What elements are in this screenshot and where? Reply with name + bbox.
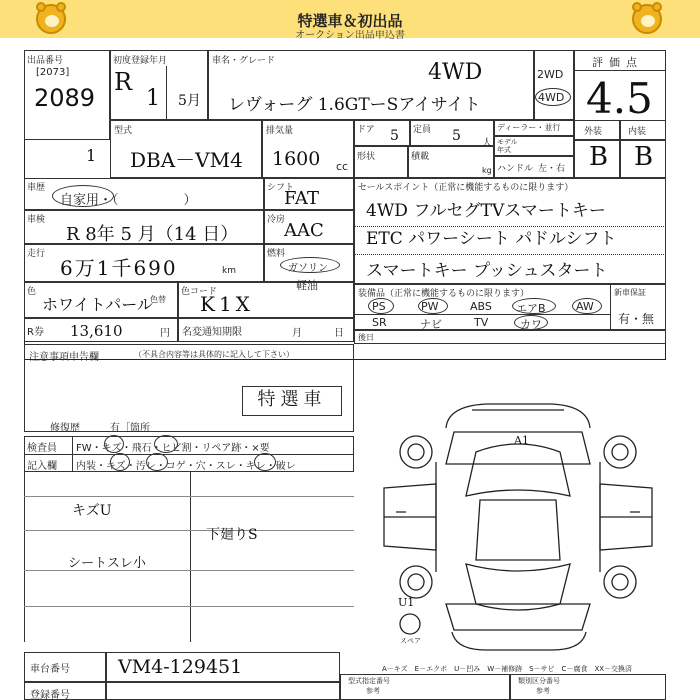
fuel-option-diesel: 軽油: [296, 279, 318, 292]
color-code-label: 色コード: [181, 287, 218, 297]
load-label: 積載: [411, 152, 430, 162]
drive-4wd: 4WD: [538, 91, 565, 104]
capacity-unit: 人: [482, 138, 492, 149]
shift-value: FAT: [284, 188, 319, 209]
load-unit: kg: [482, 166, 492, 175]
rating-score: 4.5: [586, 74, 653, 123]
model-prefix: 1: [86, 146, 97, 165]
drive-2wd: 2WD: [537, 68, 564, 81]
chassis-label: 車台番号: [30, 664, 70, 675]
repair-value: 有［箇所: [110, 423, 150, 434]
aircon-label: 冷房: [267, 215, 286, 225]
repair-label: 修復歴: [50, 423, 80, 434]
doors-value: 5: [390, 128, 399, 144]
registration-month: 5月: [178, 93, 201, 109]
car-drive-handwritten: 4WD: [428, 60, 483, 85]
displacement-value: 1600: [272, 148, 321, 170]
footer-ref-1: 参考: [366, 687, 380, 695]
sales-points-label: セールスポイント（正常に機能するものに限ります）: [358, 183, 574, 193]
mileage-value: 6万1千690: [60, 256, 178, 280]
mileage-unit: km: [222, 266, 236, 276]
doors-label: ドア: [357, 125, 375, 135]
check-row1-label: 検査員: [27, 443, 57, 454]
shape-label: 形状: [357, 152, 376, 162]
new-warranty-label: 新車保証: [614, 288, 646, 297]
handle-options: 左・右: [538, 164, 566, 174]
sales-point-line-3: スマートキー プッシュスタート: [366, 261, 608, 281]
handle-label: ハンドル: [497, 164, 534, 174]
owner-label: 後日: [358, 333, 374, 342]
footer-label: 登録番号: [30, 690, 70, 700]
name-change-day: 日: [334, 328, 344, 339]
fuel-option-gasoline: ガソリン: [288, 263, 328, 274]
inspector-note-2: シートスレ小: [68, 556, 146, 571]
registration-year: 1: [146, 86, 160, 111]
equip-navi: ナビ: [420, 318, 442, 331]
equip-tv: TV: [474, 316, 489, 329]
capacity-label: 定員: [413, 125, 432, 135]
dealer-label: ディーラー・並行: [497, 123, 561, 132]
owner-cell: [354, 330, 666, 344]
recycle-label: R券: [27, 327, 44, 338]
color-code-value: K1X: [200, 292, 254, 316]
equipment-label: 装備品（正常に機能するものに限ります）: [358, 289, 530, 299]
notes-sub: （不具合内容等は具体的に記入して下さい）: [134, 350, 294, 359]
mileage-label: 走行: [27, 249, 46, 259]
model-year-label: モデル年式: [497, 138, 518, 154]
color-label: 色: [27, 287, 37, 297]
lot-small-code: [2073]: [36, 67, 70, 78]
registration-era: R: [114, 68, 133, 96]
check-row2-items: 内装・キズ・汚レ・コゲ・穴・スレ・キレ・破レ: [76, 461, 296, 472]
capacity-value: 5: [452, 128, 461, 144]
diagram-mark-a1: A1: [514, 434, 529, 447]
special-stamp: 特選車: [242, 386, 342, 416]
footer-ref-2: 参考: [536, 687, 550, 695]
fuel-label: 燃料: [267, 249, 286, 259]
displacement-unit: cc: [336, 160, 349, 173]
footer-class-label: 類別区分番号: [518, 677, 560, 685]
equip-leather: カワ: [520, 318, 542, 331]
rating-ext: B: [589, 142, 609, 172]
diagram-mark-spare: スペア: [400, 637, 421, 645]
model-value: DBA－VM4: [130, 148, 243, 172]
notes-label: 注意事項申告欄: [29, 352, 99, 363]
bear-mascot-icon: [36, 4, 66, 34]
sales-point-line-1: 4WD フルセグTVスマートキー: [366, 201, 606, 221]
drive-cell: [534, 50, 574, 120]
displacement-label: 排気量: [266, 126, 294, 136]
lot-number: 2089: [34, 84, 96, 112]
rating-ext-label: 外装: [584, 127, 603, 137]
equip-aw: AW: [576, 300, 594, 313]
name-change-label: 名変通知期限: [182, 327, 242, 338]
diagram-mark-u1: U1: [398, 596, 415, 609]
sales-point-line-2: ETC パワーシート パドルシフト: [366, 229, 617, 249]
name-change-month: 月: [292, 328, 302, 339]
aircon-value: AAC: [284, 220, 324, 241]
car-label: 車名・グレード: [212, 56, 276, 66]
recycle-value: 13,610: [70, 322, 123, 340]
inspector-note-3: 下廻りS: [206, 527, 258, 543]
new-warranty-value: 有・無: [618, 312, 655, 326]
usage-label: 車歴: [27, 183, 46, 193]
bear-mascot-icon: [632, 4, 662, 34]
equip-pw: PW: [421, 300, 439, 313]
rating-int: B: [634, 142, 654, 172]
chassis-value: VM4-129451: [118, 656, 243, 678]
rating-int-label: 内装: [628, 127, 647, 137]
recycle-unit: 円: [160, 328, 170, 339]
footer-type-label: 型式指定番号: [348, 677, 390, 685]
inspector-note-1: キズU: [72, 503, 112, 519]
equip-sr: SR: [372, 316, 387, 329]
inspection-label: 車検: [27, 215, 46, 225]
car-name-handwritten: レヴォーグ 1.6GTーSアイサイト: [228, 95, 481, 115]
lot-small-label: 出品番号: [27, 56, 64, 66]
damage-legend: A－キズ E－エクボ U－凹み W－補修跡 S－サビ C－腐食 XX－交換済: [382, 665, 633, 673]
equip-airbag: エアB: [516, 302, 546, 315]
inspection-value: R 8年 5 月（14 日）: [66, 224, 239, 245]
equip-abs: ABS: [470, 300, 492, 313]
shift-label: シフト: [267, 183, 295, 193]
color-value: ホワイトパール: [42, 295, 153, 314]
banner-title: 特選車＆初出品: [297, 12, 403, 30]
color-sub-label: 色替: [150, 295, 166, 304]
check-row2-label: 記入欄: [27, 461, 57, 472]
usage-value: 自家用・（ ）: [60, 193, 197, 208]
check-row1-items: FW・キズ・飛石・ヒビ割・リペア跡・×要: [76, 443, 270, 454]
registration-label: 初度登録年月: [113, 56, 168, 66]
form-header: オークション出品申込書: [295, 30, 405, 41]
rating-label: 評価点: [592, 56, 643, 69]
equip-ps: PS: [372, 300, 386, 313]
car-damage-diagram: [376, 392, 660, 654]
model-label: 型式: [114, 126, 133, 136]
